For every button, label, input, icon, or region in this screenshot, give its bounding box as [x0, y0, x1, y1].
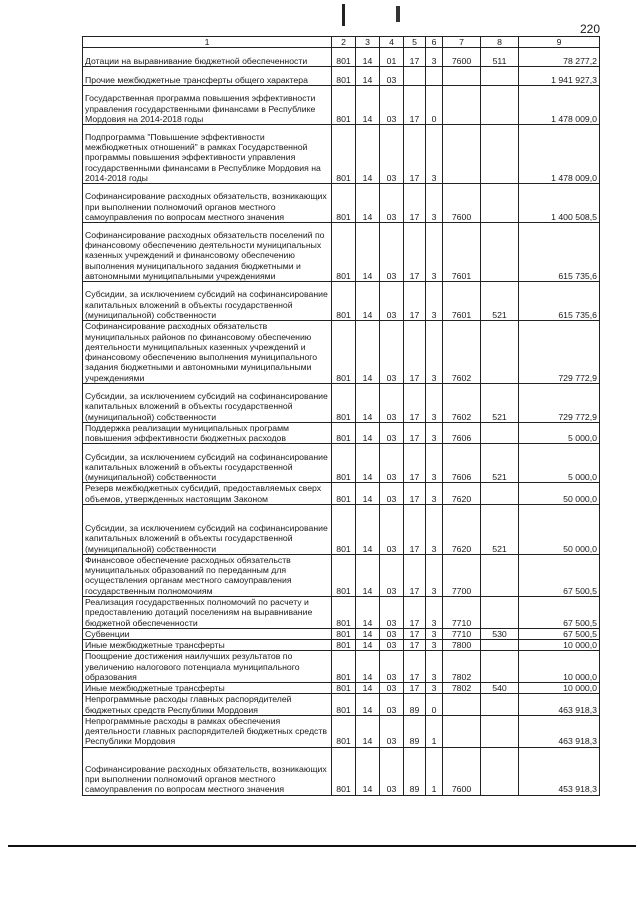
table-cell-code: 17	[404, 596, 426, 628]
table-cell-code: 521	[481, 504, 519, 554]
table-cell-code: 801	[332, 747, 356, 795]
table-cell-code: 17	[404, 483, 426, 505]
page-number: 220	[580, 22, 601, 36]
table-cell-code: 89	[404, 715, 426, 747]
scan-mark	[396, 6, 400, 22]
table-cell-code: 801	[332, 651, 356, 683]
table-cell-name: Софинансирование расходных обязательств поселений по финансовому обеспечению деятельности муниципальных казенных учреждений и финансовому обеспечению выполнения муниципального задания бюджетными и автономными муниципальными учреждениями	[83, 223, 332, 282]
table-row	[83, 383, 600, 422]
table-cell-amount: 5 000,0	[519, 444, 600, 483]
table-cell-code: 7600	[443, 184, 481, 223]
table-row	[83, 483, 600, 505]
table-cell-code: 511	[481, 48, 519, 67]
table-cell-code: 03	[380, 444, 404, 483]
table-row	[83, 747, 600, 795]
table-cell-code: 14	[356, 86, 380, 125]
table-cell-code: 0	[426, 86, 443, 125]
table-cell-code: 17	[404, 86, 426, 125]
table-cell-code: 17	[404, 444, 426, 483]
table-cell-code: 801	[332, 383, 356, 422]
table-row	[83, 651, 600, 683]
header-cell: 1	[83, 37, 332, 48]
table-cell-code: 01	[380, 48, 404, 67]
table-cell-code: 03	[380, 628, 404, 639]
table-cell-code: 03	[380, 683, 404, 694]
table-cell-code	[481, 422, 519, 444]
table-cell-code: 17	[404, 282, 426, 321]
table-cell-code: 801	[332, 628, 356, 639]
table-cell-code: 14	[356, 184, 380, 223]
table-cell-code	[481, 651, 519, 683]
table-cell-code	[481, 596, 519, 628]
table-row	[83, 422, 600, 444]
table-row	[83, 223, 600, 282]
header-cell: 9	[519, 37, 600, 48]
table-cell-amount: 729 772,9	[519, 383, 600, 422]
table-cell-code: 801	[332, 125, 356, 184]
table-cell-code: 03	[380, 651, 404, 683]
table-header-row	[83, 37, 600, 48]
table-cell-code	[481, 184, 519, 223]
table-cell-code: 14	[356, 483, 380, 505]
table-cell-code	[443, 715, 481, 747]
table-cell-code: 17	[404, 422, 426, 444]
table-cell-code: 03	[380, 282, 404, 321]
table-cell-code	[443, 694, 481, 716]
table-row	[83, 504, 600, 554]
table-cell-name: Непрограммные расходы в рамках обеспечения деятельности главных распорядителей бюджетных средств Республики Мордовия	[83, 715, 332, 747]
table-cell-code: 7802	[443, 651, 481, 683]
table-cell-code: 7800	[443, 640, 481, 651]
table-cell-code: 801	[332, 184, 356, 223]
table-cell-code: 03	[380, 640, 404, 651]
budget-table	[82, 36, 600, 796]
table-cell-code: 7601	[443, 282, 481, 321]
table-cell-code: 7620	[443, 483, 481, 505]
table-cell-code: 3	[426, 321, 443, 384]
table-cell-code: 3	[426, 596, 443, 628]
table-row	[83, 596, 600, 628]
table-cell-code: 7710	[443, 628, 481, 639]
table-cell-code: 03	[380, 86, 404, 125]
table-row	[83, 694, 600, 716]
table-cell-code: 17	[404, 383, 426, 422]
table-row	[83, 48, 600, 67]
table-cell-amount: 453 918,3	[519, 747, 600, 795]
table-cell-name: Субсидии, за исключением субсидий на софинансирование капитальных вложений в объекты государственной (муниципальной) собственности	[83, 444, 332, 483]
table-cell-code: 3	[426, 184, 443, 223]
table-cell-code: 7700	[443, 554, 481, 596]
table-cell-amount: 10 000,0	[519, 640, 600, 651]
table-cell-code: 14	[356, 640, 380, 651]
table-cell-code: 03	[380, 747, 404, 795]
table-cell-code: 03	[380, 554, 404, 596]
table-cell-code: 17	[404, 321, 426, 384]
header-cell: 6	[426, 37, 443, 48]
table-cell-amount: 615 735,6	[519, 223, 600, 282]
table-cell-name: Субсидии, за исключением субсидий на софинансирование капитальных вложений в объекты государственной (муниципальной) собственности	[83, 282, 332, 321]
table-cell-code: 03	[380, 383, 404, 422]
table-cell-name: Субсидии, за исключением субсидий на софинансирование капитальных вложений в объекты государственной (муниципальной) собственности	[83, 504, 332, 554]
table-cell-code: 801	[332, 640, 356, 651]
table-row	[83, 444, 600, 483]
table-cell-code: 801	[332, 321, 356, 384]
table-cell-code	[481, 67, 519, 86]
table-cell-code	[481, 483, 519, 505]
table-cell-code: 89	[404, 694, 426, 716]
table-cell-code: 801	[332, 683, 356, 694]
table-row	[83, 67, 600, 86]
table-cell-code	[443, 86, 481, 125]
table-cell-code	[443, 125, 481, 184]
table-cell-code: 3	[426, 554, 443, 596]
table-cell-code: 7602	[443, 383, 481, 422]
table-cell-code: 7606	[443, 444, 481, 483]
table-cell-name: Поддержка реализации муниципальных программ повышения эффективности бюджетных расходов	[83, 422, 332, 444]
table-cell-code: 801	[332, 715, 356, 747]
table-cell-code	[404, 67, 426, 86]
table-cell-code: 7600	[443, 747, 481, 795]
table-cell-code	[481, 223, 519, 282]
table-row	[83, 125, 600, 184]
table-cell-code: 801	[332, 596, 356, 628]
table-cell-code: 14	[356, 383, 380, 422]
table-cell-name: Реализация государственных полномочий по расчету и предоставлению дотаций поселениям на выравнивание бюджетной обеспеченности	[83, 596, 332, 628]
table-cell-code: 801	[332, 694, 356, 716]
table-cell-amount: 1 478 009,0	[519, 86, 600, 125]
table-cell-amount: 463 918,3	[519, 694, 600, 716]
table-cell-code: 03	[380, 715, 404, 747]
table-cell-code: 17	[404, 48, 426, 67]
table-cell-code: 521	[481, 383, 519, 422]
table-cell-code: 03	[380, 596, 404, 628]
table-cell-code: 17	[404, 184, 426, 223]
table-row	[83, 86, 600, 125]
table-cell-name: Финансовое обеспечение расходных обязательств муниципальных образований по переданным для осуществления органам местного самоуправления государственным полномочиям	[83, 554, 332, 596]
table-cell-code: 14	[356, 282, 380, 321]
table-cell-code: 14	[356, 444, 380, 483]
table-cell-code: 03	[380, 504, 404, 554]
table-cell-name: Иные межбюджетные трансферты	[83, 683, 332, 694]
table-cell-code: 03	[380, 321, 404, 384]
table-cell-code: 521	[481, 282, 519, 321]
table-cell-code: 3	[426, 683, 443, 694]
table-cell-code: 3	[426, 651, 443, 683]
table-cell-code: 1	[426, 747, 443, 795]
table-cell-code: 7601	[443, 223, 481, 282]
table-cell-code: 14	[356, 504, 380, 554]
table-cell-code: 801	[332, 554, 356, 596]
table-cell-code: 7710	[443, 596, 481, 628]
table-cell-code: 03	[380, 422, 404, 444]
table-cell-code	[481, 747, 519, 795]
table-cell-code: 7602	[443, 321, 481, 384]
table-cell-code: 521	[481, 444, 519, 483]
table-cell-amount: 615 735,6	[519, 282, 600, 321]
table-cell-code	[481, 694, 519, 716]
table-cell-code: 03	[380, 223, 404, 282]
table-cell-code: 3	[426, 125, 443, 184]
table-row	[83, 640, 600, 651]
table-cell-code: 03	[380, 184, 404, 223]
table-cell-code: 17	[404, 683, 426, 694]
table-cell-name: Иные межбюджетные трансферты	[83, 640, 332, 651]
table-cell-code: 3	[426, 444, 443, 483]
table-cell-code: 801	[332, 86, 356, 125]
table-cell-amount: 10 000,0	[519, 651, 600, 683]
table-cell-code: 14	[356, 715, 380, 747]
table-cell-code: 14	[356, 321, 380, 384]
table-cell-code: 3	[426, 504, 443, 554]
table-cell-code: 17	[404, 554, 426, 596]
table-cell-amount: 50 000,0	[519, 504, 600, 554]
table-cell-code	[481, 715, 519, 747]
header-cell: 8	[481, 37, 519, 48]
table-cell-amount: 10 000,0	[519, 683, 600, 694]
table-cell-code	[426, 67, 443, 86]
table-cell-amount: 50 000,0	[519, 483, 600, 505]
table-cell-code: 14	[356, 628, 380, 639]
table-cell-code: 14	[356, 694, 380, 716]
table-cell-code: 89	[404, 747, 426, 795]
table-cell-code: 7620	[443, 504, 481, 554]
table-row	[83, 715, 600, 747]
table-cell-code: 540	[481, 683, 519, 694]
table-row	[83, 554, 600, 596]
table-cell-code: 801	[332, 223, 356, 282]
table-cell-amount: 5 000,0	[519, 422, 600, 444]
table-cell-name: Резерв межбюджетных субсидий, предоставляемых сверх объемов, утвержденных настоящим Законом	[83, 483, 332, 505]
table-cell-code	[481, 321, 519, 384]
table-cell-code: 530	[481, 628, 519, 639]
table-cell-code: 14	[356, 683, 380, 694]
table-cell-code: 3	[426, 48, 443, 67]
table-cell-code: 3	[426, 383, 443, 422]
table-cell-code: 14	[356, 67, 380, 86]
table-cell-code: 17	[404, 125, 426, 184]
table-cell-code: 801	[332, 67, 356, 86]
table-cell-amount: 67 500,5	[519, 628, 600, 639]
table-row	[83, 321, 600, 384]
table-cell-code: 14	[356, 223, 380, 282]
table-cell-code: 14	[356, 747, 380, 795]
table-row	[83, 282, 600, 321]
table-cell-amount: 1 400 508,5	[519, 184, 600, 223]
header-cell: 2	[332, 37, 356, 48]
table-cell-amount: 67 500,5	[519, 596, 600, 628]
table-cell-code: 801	[332, 422, 356, 444]
header-cell: 7	[443, 37, 481, 48]
table-cell-name: Субвенции	[83, 628, 332, 639]
table-cell-code: 03	[380, 125, 404, 184]
table-cell-code: 801	[332, 483, 356, 505]
table-cell-code	[481, 554, 519, 596]
table-cell-name: Прочие межбюджетные трансферты общего характера	[83, 67, 332, 86]
table-cell-code: 7606	[443, 422, 481, 444]
table-cell-amount: 67 500,5	[519, 554, 600, 596]
table-row	[83, 628, 600, 639]
table-cell-code	[481, 86, 519, 125]
table-cell-code: 7802	[443, 683, 481, 694]
table-cell-name: Государственная программа повышения эффективности управления государственными финансами в Республике Мордовия на 2014-2018 годы	[83, 86, 332, 125]
table-cell-amount: 78 277,2	[519, 48, 600, 67]
table-cell-code: 14	[356, 48, 380, 67]
table-cell-code	[481, 640, 519, 651]
table-cell-amount: 729 772,9	[519, 321, 600, 384]
header-cell: 3	[356, 37, 380, 48]
header-cell: 4	[380, 37, 404, 48]
table-cell-code	[481, 125, 519, 184]
bottom-rule	[8, 845, 636, 847]
table-cell-code: 7600	[443, 48, 481, 67]
table-cell-code: 03	[380, 483, 404, 505]
table-cell-code: 3	[426, 628, 443, 639]
table-cell-code: 1	[426, 715, 443, 747]
table-cell-code: 17	[404, 640, 426, 651]
table-cell-name: Поощрение достижения наилучших результатов по увеличению налогового потенциала муниципального образования	[83, 651, 332, 683]
table-cell-amount: 463 918,3	[519, 715, 600, 747]
table-cell-amount: 1 478 009,0	[519, 125, 600, 184]
table-cell-code: 17	[404, 628, 426, 639]
table-cell-code: 03	[380, 694, 404, 716]
table-cell-code: 14	[356, 422, 380, 444]
table-cell-name: Непрограммные расходы главных распорядителей бюджетных средств Республики Мордовия	[83, 694, 332, 716]
table-cell-code: 801	[332, 282, 356, 321]
table-cell-code: 03	[380, 67, 404, 86]
table-cell-code: 3	[426, 223, 443, 282]
table-cell-name: Софинансирование расходных обязательств, возникающих при выполнении полномочий органов местного самоуправления по вопросам местного значения	[83, 184, 332, 223]
table-row	[83, 683, 600, 694]
table-cell-name: Субсидии, за исключением субсидий на софинансирование капитальных вложений в объекты государственной (муниципальной) собственности	[83, 383, 332, 422]
table-cell-code: 3	[426, 483, 443, 505]
table-cell-code: 3	[426, 282, 443, 321]
table-cell-code: 14	[356, 125, 380, 184]
table-cell-name: Софинансирование расходных обязательств, возникающих при выполнении полномочий органов местного самоуправления по вопросам местного значения	[83, 747, 332, 795]
table-cell-code: 14	[356, 596, 380, 628]
table-cell-code: 3	[426, 422, 443, 444]
scan-mark	[342, 4, 345, 26]
table-cell-code: 0	[426, 694, 443, 716]
table-cell-code: 801	[332, 504, 356, 554]
table-cell-code	[443, 67, 481, 86]
table-cell-code: 17	[404, 504, 426, 554]
header-cell: 5	[404, 37, 426, 48]
table-row	[83, 184, 600, 223]
table-cell-code: 17	[404, 223, 426, 282]
table-cell-amount: 1 941 927,3	[519, 67, 600, 86]
table-cell-code: 3	[426, 640, 443, 651]
table-cell-code: 801	[332, 444, 356, 483]
table-cell-code: 14	[356, 651, 380, 683]
table-cell-name: Дотации на выравнивание бюджетной обеспеченности	[83, 48, 332, 67]
table-cell-code: 17	[404, 651, 426, 683]
table-cell-code: 801	[332, 48, 356, 67]
table-cell-name: Подпрограмма "Повышение эффективности межбюджетных отношений" в рамках Государственной программы повышения эффективности управления государственными финансами в Республике Мордовия на 2014-2018 годы	[83, 125, 332, 184]
table-cell-code: 14	[356, 554, 380, 596]
table-cell-name: Софинансирование расходных обязательств муниципальных районов по финансовому обеспечению деятельности муниципальных казенных учреждений и финансовому обеспечению выполнения муниципального задания бюджетными и автономными муниципальными учреждениями	[83, 321, 332, 384]
